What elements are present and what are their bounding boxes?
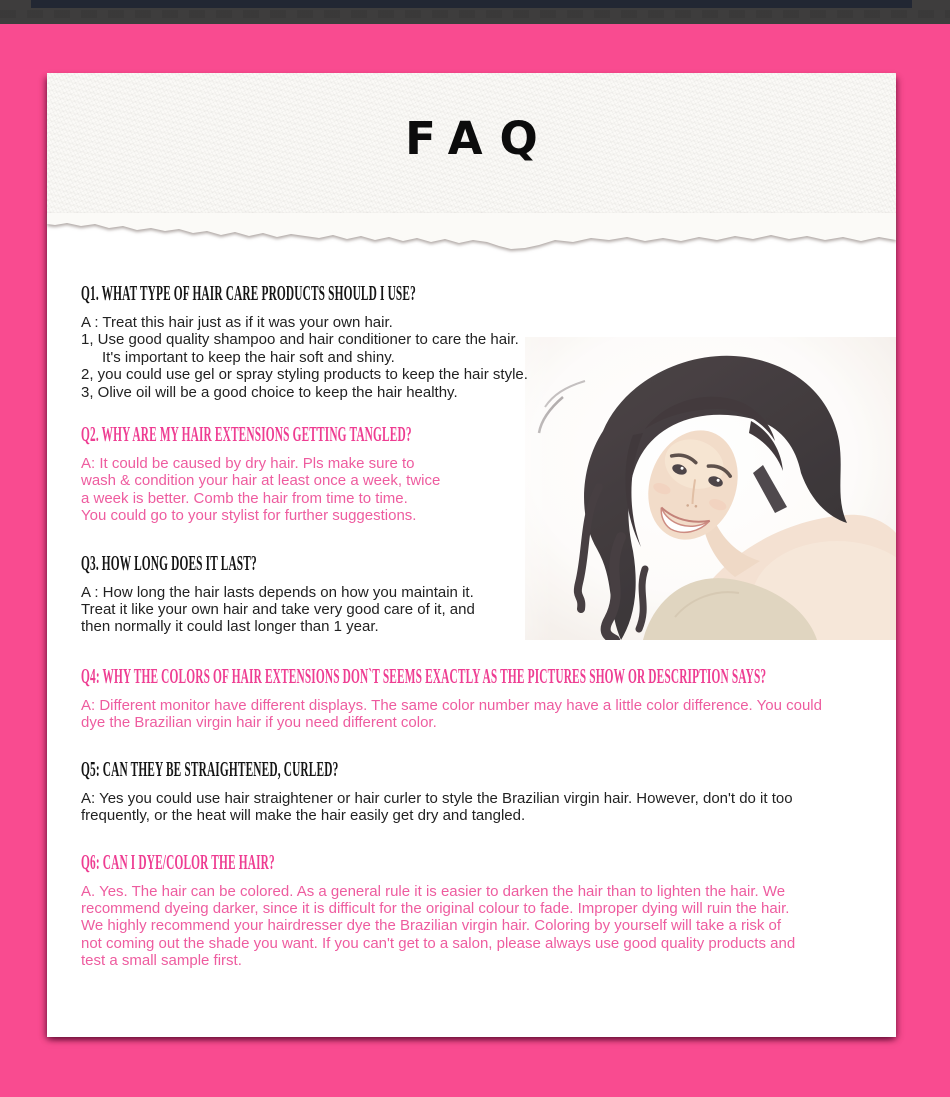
answer-q4: [81, 697, 896, 732]
answer-line: recommend dyeing darker, since it is difficult for the original colour to fade. Improper dying will ruin the hair.: [81, 899, 790, 917]
faq-item-q4: [81, 663, 896, 732]
answer-q2: [81, 455, 896, 525]
faq-item-q1: [81, 283, 896, 401]
question-q2: Q2. WHY ARE MY HAIR EXTENSIONS GETTING TANGLED?: [81, 422, 412, 447]
answer-line: A: Different monitor have different displays. The same color number may have a little color difference. You could: [81, 696, 822, 714]
answer-line: frequently, or the heat will make the hair easily get dry and tangled.: [81, 807, 526, 825]
answer-line: wash & condition your hair at least once a week, twice: [81, 472, 441, 490]
top-bar-accent-strip: [31, 0, 912, 8]
faq-content: [81, 73, 896, 970]
answer-line: A: Yes you could use hair straightener or hair curler to style the Brazilian virgin hair. However, don't do it too: [81, 789, 793, 807]
faq-item-q6: [81, 849, 896, 970]
faq-card: [47, 73, 896, 1037]
answer-line: Treat it like your own hair and take very good care of it, and: [81, 601, 475, 619]
faq-item-q2: [81, 424, 896, 525]
answer-q3: [81, 584, 896, 636]
answer-line: 2, you could use gel or spray styling products to keep the hair style.: [81, 366, 528, 384]
answer-line: A : How long the hair lasts depends on how you maintain it.: [81, 583, 474, 601]
answer-line: 3, Olive oil will be a good choice to keep the hair healthy.: [81, 383, 458, 401]
answer-line: 1, Use good quality shampoo and hair conditioner to care the hair.: [81, 331, 519, 349]
top-bar: [0, 0, 950, 24]
answer-line: A : Treat this hair just as if it was your own hair.: [81, 314, 393, 331]
question-q4: Q4: WHY THE COLORS OF HAIR EXTENSIONS DON`T SEEMS EXACTLY AS THE PICTURES SHOW OR DESCRIPTION SAYS?: [81, 663, 767, 688]
answer-line: A. Yes. The hair can be colored. As a general rule it is easier to darken the hair than to lighten the hair. We: [81, 882, 786, 900]
answer-line: dye the Brazilian virgin hair if you need different color.: [81, 714, 437, 732]
answer-q6: [81, 883, 896, 970]
answer-line: We highly recommend your hairdresser dye the Brazilian virgin hair. Coloring by yourself will take a risk of: [81, 917, 782, 935]
faq-item-q3: [81, 550, 896, 636]
answer-line: A: It could be caused by dry hair. Pls make sure to: [81, 455, 415, 473]
question-q5: Q5: CAN THEY BE STRAIGHTENED, CURLED?: [81, 756, 339, 781]
question-q6: Q6: CAN I DYE/COLOR THE HAIR?: [81, 849, 275, 874]
answer-line: You could go to your stylist for further suggestions.: [81, 507, 417, 525]
answer-q1: [81, 314, 896, 401]
answer-line: a week is better. Comb the hair from time to time.: [81, 489, 408, 507]
answer-line: then normally it could last longer than 1 year.: [81, 618, 379, 636]
faq-title: FAQ: [405, 112, 555, 165]
question-q1: Q1. WHAT TYPE OF HAIR CARE PRODUCTS SHOULD I USE?: [81, 281, 416, 305]
answer-q5: [81, 790, 896, 825]
question-q3: Q3. HOW LONG DOES IT LAST?: [81, 550, 257, 575]
answer-line: not coming out the shade you want. If you can't get to a salon, please always use good quality products and: [81, 934, 796, 952]
faq-item-q5: [81, 756, 896, 825]
top-bar-texture: [0, 10, 950, 18]
answer-line: It's important to keep the hair soft and shiny.: [102, 348, 395, 366]
answer-line: test a small sample first.: [81, 952, 242, 970]
